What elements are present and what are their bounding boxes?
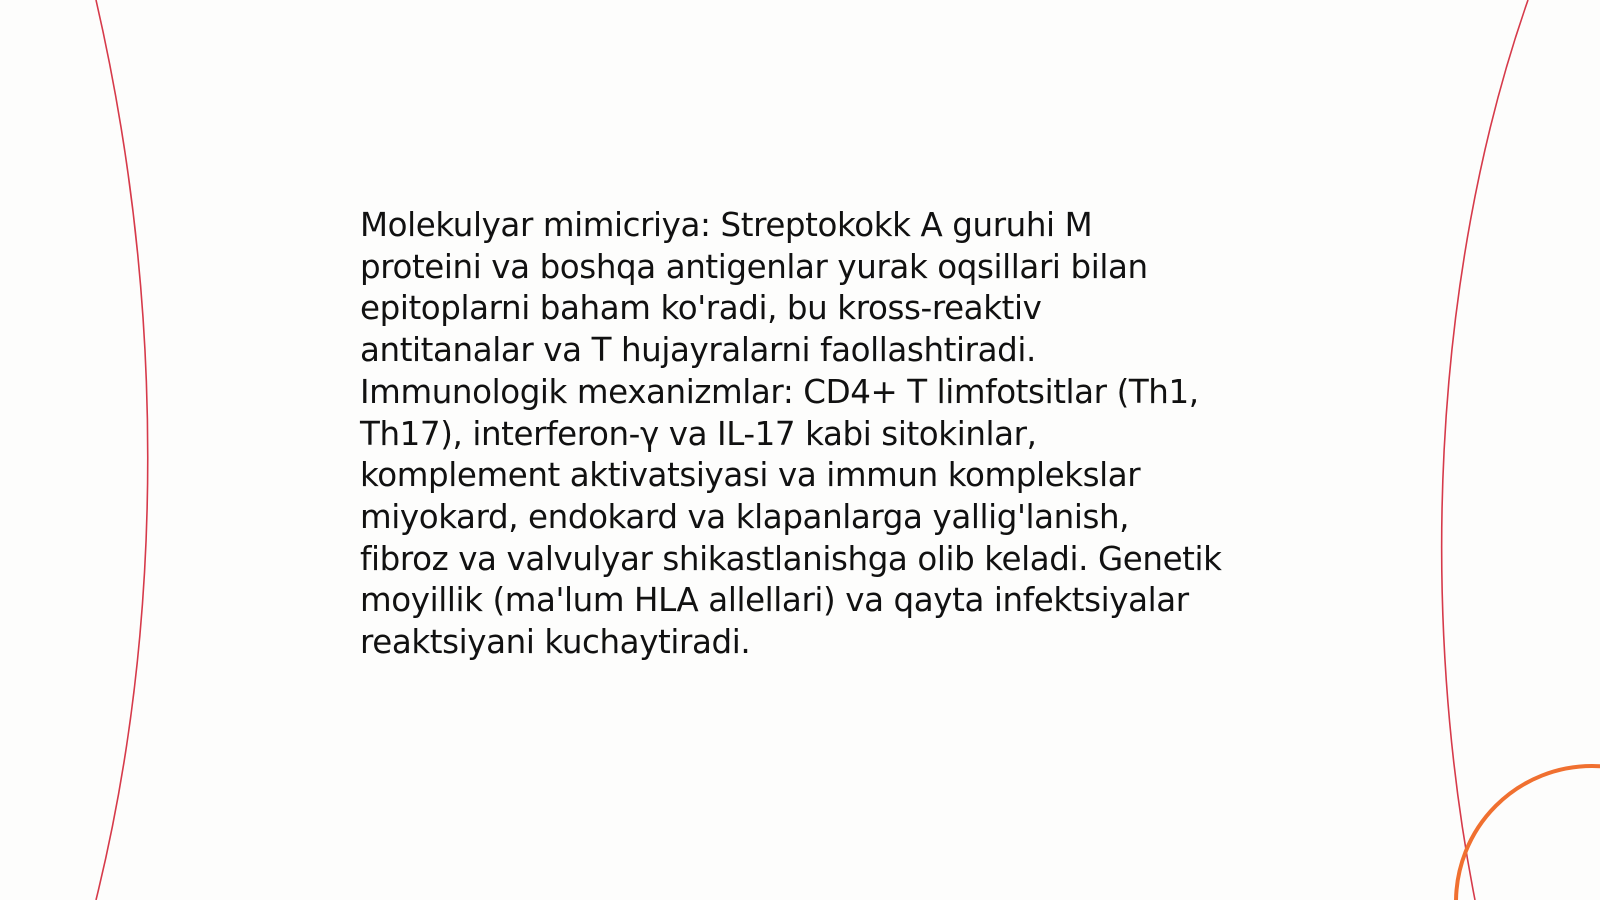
slide-body-text: Molekulyar mimicriya: Streptokokk A guruhi M proteini va boshqa antigenlar yurak oqsillari bilan epitoplarni baham ko'radi, bu kross-reaktiv antitanalar va T hujayralarni faollashtiradi. Immunologik mexanizmlar: CD4+ T limfotsitlar (Th1, Th17), interferon-γ va IL-17 kabi sitokinlar, komplement aktivatsiyasi va immun komplekslar miyokard, endokard va klapanlarga yallig'lanish, fibroz va valvulyar shikastlanishga olib keladi. Genetik moyillik (ma'lum HLA allellari) va qayta infektsiyalar reaktsiyani kuchaytiradi.	[360, 206, 1222, 662]
left-arc-decoration	[96, 0, 148, 900]
orange-circle-decoration	[1456, 766, 1600, 900]
right-arc-decoration	[1442, 0, 1528, 900]
